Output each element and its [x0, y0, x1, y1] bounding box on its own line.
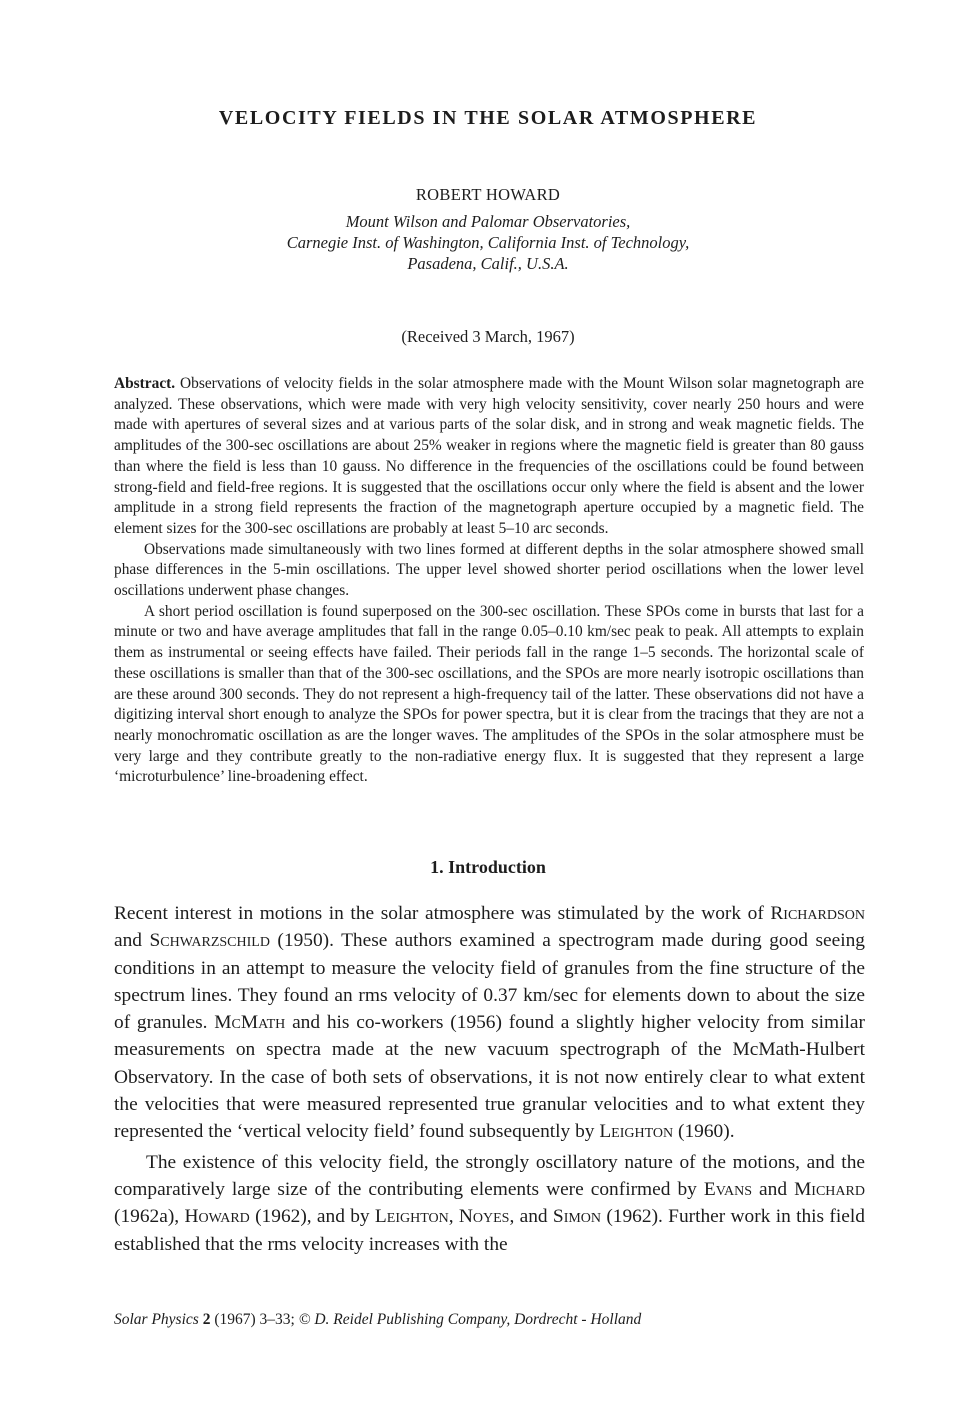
- text-span: (1962). Further work in this field established that the rms velocity increases with the: [114, 1206, 865, 1255]
- text-span: (1960).: [678, 1121, 735, 1143]
- text-span: Recent interest in motions in the solar atmosphere was stimulated by the work of: [114, 903, 764, 924]
- author-citation: Leighton: [599, 1121, 674, 1143]
- abstract-label: Abstract.: [114, 375, 176, 392]
- author-citation: Howard: [184, 1206, 250, 1228]
- abstract-paragraph: [114, 374, 864, 540]
- author-citation: McMath: [214, 1012, 286, 1034]
- author-affiliation: [0, 211, 976, 274]
- section-heading: 1. Introduction: [430, 857, 546, 877]
- journal-name: Solar Physics: [114, 1311, 199, 1328]
- author-name: ROBERT HOWARD: [415, 185, 561, 204]
- abstract: [114, 374, 864, 788]
- text-span: (1950). These authors examined a spectrogram made during good seeing conditions in an attempt to measure the velocity field of granules from the fine structure of the spectrum lines. They found an rms velocity of 0.37 km/sec for elements down to about the size of granules.: [114, 930, 865, 1034]
- text-span: (1962), and by: [255, 1206, 370, 1228]
- journal-pages: (1967) 3–33;: [214, 1311, 295, 1328]
- journal-volume: 2: [202, 1311, 211, 1328]
- author-citation: Simon: [552, 1206, 602, 1228]
- text-span: and his co-workers (1956) found a slightly higher velocity from similar measurements on spectra made at the new vacuum spectrograph of the McMath-Hulbert Observatory. In the case of both sets of observations, it is not now entirely clear to what extent the velocities that were measured represented true granular velocities and to what extent they represented the ‘vertical velocity field’ found subsequently by: [114, 1012, 865, 1143]
- author-citation: Leighton: [374, 1206, 449, 1228]
- text-span: and: [759, 1178, 788, 1200]
- journal-footer: [114, 1311, 865, 1329]
- body-text: [114, 900, 865, 1258]
- text-span: ,: [448, 1206, 454, 1228]
- author-citation: Schwarzschild: [149, 930, 270, 952]
- affiliation-line: Mount Wilson and Palomar Observatories,: [345, 212, 631, 231]
- author-citation: Evans: [703, 1178, 753, 1200]
- abstract-paragraph: A short period oscillation is found superposed on the 300-sec oscillation. These SPOs come in bursts that last for a minute or two and have average amplitudes that fall in the range 0.05–0.10 km/sec peak to peak. All attempts to explain them as instrumental or seeing effects have failed. Their periods fall in the range 1–5 seconds. The horizontal scale of these oscillations is smaller than that of the 300-sec oscillations, and the SPOs are more nearly isotropic oscillations than are these around 300 seconds. They do not represent a high-frequency tail of the latter. These observations did not have a digitizing interval short enough to analyze the SPOs for power spectra, but it is clear from the tracings that they are not a nearly monochromatic oscillation as are the longer waves. The amplitudes of the SPOs in the solar atmosphere must be very large and they contribute greatly to the non-radiative energy flux. It is suggested that they represent a large ‘microturbulence’ line-broadening effect.: [114, 602, 864, 786]
- copyright-notice: © D. Reidel Publishing Company, Dordrecht - Holland: [298, 1311, 642, 1328]
- text-span: (1962a),: [114, 1206, 180, 1228]
- author-citation: Michard: [794, 1178, 865, 1200]
- text-span: , and: [509, 1206, 548, 1228]
- received-date: (Received 3 March, 1967): [401, 327, 575, 346]
- paper-title: VELOCITY FIELDS IN THE SOLAR ATMOSPHERE: [218, 107, 758, 129]
- author-citation: Richardson: [770, 903, 865, 924]
- text-span: and: [114, 930, 142, 952]
- body-paragraph: [114, 900, 865, 1146]
- abstract-paragraph: Observations made simultaneously with two lines formed at different depths in the solar atmosphere showed small phase differences in the 5-min oscillations. The upper level showed shorter period oscillations when the lower level oscillations underwent phase changes.: [114, 540, 864, 600]
- text-span: The existence of this velocity field, the strongly oscillatory nature of the motions, and the comparatively large size of the contributing elements were confirmed by: [114, 1151, 865, 1200]
- author-citation: Noyes: [458, 1206, 510, 1228]
- abstract-text: Observations of velocity fields in the solar atmosphere made with the Mount Wilson solar magnetograph are analyzed. These observations, which were made with very high velocity sensitivity, cover nearly 250 hours and were made with apertures of several sizes and at various parts of the solar disk, and in strong and weak magnetic fields. The amplitudes of the 300-sec oscillations are about 25% weaker in regions where the magnetic field is greater than 80 gauss than where the field is less than 10 gauss. No difference in the frequencies of the oscillations could be found between strong-field and field-free regions. It is suggested that the oscillations occur only where the field is absent and the lower amplitude in a strong field represents the fraction of the magnetograph aperture occupied by a magnetic field. The element sizes for the 300-sec oscillations are probably at least 5–10 arc seconds.: [114, 375, 864, 537]
- affiliation-line: Carnegie Inst. of Washington, California Inst. of Technology,: [286, 233, 690, 252]
- affiliation-line: Pasadena, Calif., U.S.A.: [407, 254, 569, 273]
- body-paragraph: [114, 1149, 865, 1258]
